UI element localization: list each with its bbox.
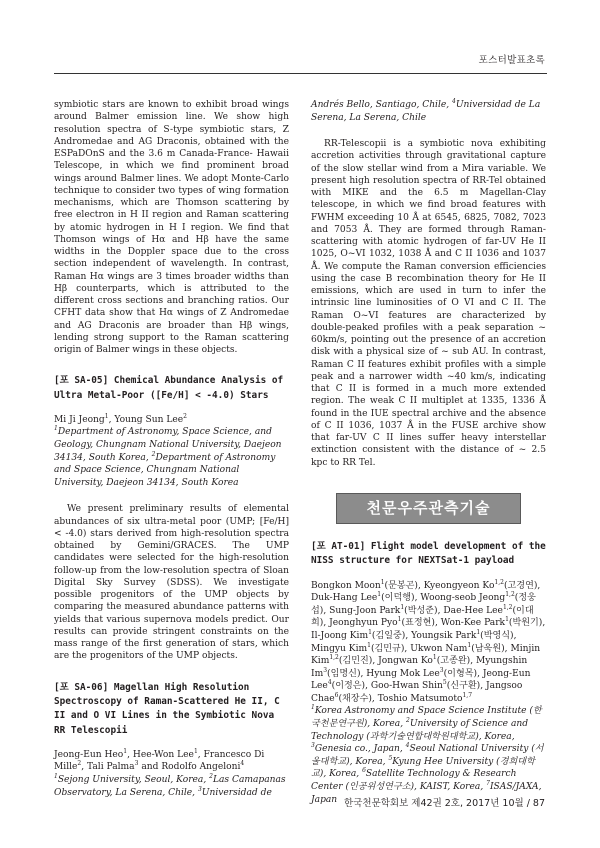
author-separator: , xyxy=(108,414,115,425)
author-name: , Francesco Di Mille xyxy=(54,749,265,773)
author-name: Sung-Joon Park xyxy=(329,605,401,616)
author-affil-mark: 6 xyxy=(334,691,339,699)
abstract-body-sa06: RR-Telescopii is a symbiotic nova exhibiting accretion activities through gravitational capture of the slow stellar wind from a Mira variable. We present high resolution spectra of RR-Tel obtained with MIKE and the 6.5 m Magellan-Clay telescope, in which we find broad features with FWHM exceeding 10 Å at 6545, 6825, 7082, 7023 and 7053 Å. They are formed through Raman-scattering with atomic hydrogen of far-UV He II 1025, O~VI 1032, 1038 Å and C II 1036 and 1037 Å. We compute the Raman conversion efficiencies using the case B recombination theory for He II emissions, which are used in turn to infer the intrinsic line luminosities of O VI and C II. The Raman O~VI features are characterized by double-peaked profiles with a peak separation ~ 60km/s, pointing out the presence of an accretion disk with a physical size of ~ sub AU. In contrast, Raman C II features exhibit profiles with a simple peak and a narrower width ~40 km/s, indicating that C II is formed in a much more extended region. The weak C II multiplet at 1335, 1336 Å found in the IUE spectral archive and the absence of C II 1036, 1037 Å in the FUSE archive show that far-UV C II lines suffer heavy interstellar extinction consistent with the distance of ~ 2.5 kpc to RR Tel. xyxy=(311,139,546,468)
author-name: Toshio Matsumoto xyxy=(377,693,463,704)
author-affil-mark: 1 xyxy=(193,747,198,755)
author-affil-mark: 1 xyxy=(397,616,402,624)
author-name: Woong-seob Jeong xyxy=(420,593,506,604)
section-banner: 천문우주관측기술 xyxy=(336,493,521,524)
author-name: Young Sun Lee xyxy=(114,414,184,425)
author-affil-mark: 1,2 xyxy=(329,654,339,662)
author-separator: , xyxy=(477,668,483,679)
author-korean-name: (문봉곤) xyxy=(384,580,418,591)
author-name: Jeong-Eun Heo xyxy=(54,749,124,760)
affil-text: Genesia co., Japan, xyxy=(314,744,406,755)
author-name: Minjin Kim xyxy=(311,643,541,667)
author-korean-name: (이대희) xyxy=(311,605,534,629)
author-separator: , xyxy=(371,693,378,704)
author-affil-mark: 1 xyxy=(467,641,472,649)
author-affil-mark: 2 xyxy=(77,760,82,768)
author-name: Kyeongyeon Ko xyxy=(423,580,495,591)
author-affil-mark: 1,7 xyxy=(462,691,473,699)
author-korean-name: (박원기) xyxy=(508,618,543,629)
author-name: Mi Ji Jeong xyxy=(54,414,105,425)
author-korean-name: (이덕행) xyxy=(381,593,415,604)
author-affil-mark: 3 xyxy=(439,666,444,674)
author-affil-mark: 1 xyxy=(368,628,372,636)
author-korean-name: (고종완) xyxy=(436,656,471,667)
affil-mark: 2 xyxy=(151,450,156,458)
author-name: , Hee-Won Lee xyxy=(127,749,194,760)
author-name: Dae-Hee Lee xyxy=(443,605,503,616)
affil-text: Sejong University, Seoul, Korea, xyxy=(57,775,210,786)
author-separator: , xyxy=(414,593,421,604)
author-name: Jeong-Eun Lee xyxy=(311,668,531,692)
author-affil-mark: 1 xyxy=(104,412,109,420)
affil-text: Satellite Technology & Research Center (인공위성연구소), KAIST, Korea, xyxy=(311,769,517,793)
author-name: Myungshin Im xyxy=(311,656,528,679)
author-affil-mark: 3 xyxy=(134,760,139,768)
author-separator: , xyxy=(360,668,367,679)
author-affil-mark: 1 xyxy=(432,654,437,662)
author-korean-name: (김일중) xyxy=(371,630,406,641)
affil-mark: 3 xyxy=(311,742,315,750)
author-affil-mark: 5 xyxy=(442,679,447,687)
affil-mark: 4 xyxy=(452,97,456,105)
author-separator: , xyxy=(434,618,441,629)
author-name: Ukwon Nam xyxy=(410,643,468,654)
affil-text: University of Science and Technology (과학기술연합대학원대학교), Korea, xyxy=(311,719,529,742)
affil-text: Department of Astronomy, Space Science, and Geology, Chungnam National University, Daejeon 34134, South Korea, xyxy=(54,427,282,463)
affil-text: Universidad de La Serena, La Serena, Chile xyxy=(311,100,541,123)
author-name: Won-Kee Park xyxy=(440,618,506,629)
author-affil-mark: 1 xyxy=(380,578,385,586)
author-name: Mingyu Kim xyxy=(311,643,368,654)
author-affil-mark: 2 xyxy=(183,412,187,420)
author-affil-mark: 1,2 xyxy=(502,603,513,611)
author-separator: , xyxy=(365,681,371,692)
affil-mark: 4 xyxy=(405,742,410,750)
author-name: Jeonghyun Pyo xyxy=(329,618,398,629)
left-column xyxy=(54,99,289,799)
author-name: Goo-Hwan Shin xyxy=(370,681,443,692)
affil-mark: 1 xyxy=(54,425,58,433)
author-affil-mark: 1,2 xyxy=(505,591,515,599)
author-affil-mark: 1 xyxy=(476,628,481,636)
author-name: Jongwan Ko xyxy=(378,656,433,667)
affil-mark: 6 xyxy=(362,767,366,775)
author-name: Hyung Mok Lee xyxy=(366,668,440,679)
author-separator: , xyxy=(323,605,330,616)
author-separator: , xyxy=(470,656,476,667)
author-separator: , xyxy=(542,618,546,629)
authors-at01 xyxy=(311,580,546,706)
affiliations-at01 xyxy=(311,705,546,806)
author-name: Duk-Hang Lee xyxy=(311,593,378,604)
abstract-title-sa05: [포 SA-05] Chemical Abundance Analysis of Ultra Metal-Poor ([Fe/H] < -4.0) Stars xyxy=(54,375,284,401)
affiliations-sa06-continued xyxy=(311,99,546,124)
author-affil-mark: 1 xyxy=(367,641,371,649)
affil-mark: 3 xyxy=(197,785,202,793)
author-name: and Rodolfo Angeloni xyxy=(138,762,241,773)
author-separator: , xyxy=(437,605,444,616)
page-footer: 한국천문학회보 제42권 2호, 2017년 10월 / 87 xyxy=(344,798,545,809)
author-separator: , xyxy=(417,580,424,591)
affiliations-sa06 xyxy=(54,774,289,799)
author-separator: , xyxy=(323,618,330,629)
author-korean-name: (이형목) xyxy=(443,668,478,679)
author-korean-name: (채장수) xyxy=(338,693,372,704)
author-name: Bongkon Moon xyxy=(311,580,381,591)
author-korean-name: (김민진) xyxy=(338,656,373,667)
affil-text: Seoul National University (서울대학교), Korea, xyxy=(311,744,544,767)
author-separator: , xyxy=(372,656,379,667)
author-affil-mark: 1 xyxy=(377,591,382,599)
author-separator: , xyxy=(480,681,486,692)
author-affil-mark: 4 xyxy=(327,679,332,687)
author-separator: , xyxy=(513,630,517,641)
author-korean-name: (이정은) xyxy=(331,681,366,692)
affil-mark: 2 xyxy=(406,717,410,725)
affil-text: Andrés Bello, Santiago, Chile, xyxy=(311,100,453,110)
affil-text: ISAS/JAXA, Japan xyxy=(311,782,542,805)
author-korean-name: (표정현) xyxy=(401,618,435,629)
authors-sa05 xyxy=(54,414,289,427)
author-affil-mark: 1 xyxy=(400,603,405,611)
running-header-label: 포스터발표초록 xyxy=(478,55,545,66)
author-name: Il-Joong Kim xyxy=(311,630,369,641)
author-korean-name: (김민규) xyxy=(370,643,405,654)
continued-abstract-text: symbiotic stars are known to exhibit broad wings around Balmer emission line. We show high resolution spectra of S-type symbiotic stars, Z Andromedae and AG Draconis, obtained with the ESPaDOnS and the 3.6 m Canada-France- Hawaii Telescope, in which we find prominent broad wings around Balmer lines. We adopt Monte-Carlo technique to consider two types of wing formation mechanisms, which are Thomson scattering by free electron in H II region and Raman scattering by atomic hydrogen in H I region. We find that Thomson wings of Hα and Hβ have the same widths in the Doppler space due to the cross section independent of wavelength. In contrast, Raman Hα wings are 3 times broader widths than Hβ counterparts, which is attributed to the different cross sections and branching ratios. Our CFHT data show that Hα wings of Z Andromedae and AG Draconis are broader than Hβ wings, lending strong support to the Raman scattering origin of Balmer wings in these objects. xyxy=(54,100,289,355)
affiliations-sa05 xyxy=(54,426,289,489)
affil-mark: 7 xyxy=(486,780,490,787)
author-affil-mark: 1 xyxy=(123,747,128,755)
affil-mark: 1 xyxy=(54,773,58,780)
author-separator: , xyxy=(537,580,541,591)
author-name: Youngsik Park xyxy=(411,630,477,641)
author-korean-name: (고경연) xyxy=(503,580,538,591)
author-separator: , xyxy=(405,630,412,641)
affil-mark: 1 xyxy=(311,704,315,712)
affil-text: Department of Astronomy and Space Science, Chungnam National University, Daejeon 34134, South Korea xyxy=(54,452,276,488)
right-column xyxy=(311,99,546,806)
author-korean-name: (남욱원) xyxy=(471,643,505,654)
header-divider xyxy=(54,73,547,74)
abstract-title-sa06: [포 SA-06] Magellan High Resolution Spectroscopy of Raman-Scattered He II, C II and O VI Lines in the Symbiotic Nova RR Telescopii xyxy=(54,681,280,736)
author-affil-mark: 4 xyxy=(240,760,245,768)
author-korean-name: (박성준) xyxy=(404,605,438,616)
author-separator: , xyxy=(404,643,411,654)
author-separator: , xyxy=(504,643,511,654)
author-affil-mark: 1,2 xyxy=(494,578,504,586)
abstract-body-sa05: We present preliminary results of elemental abundances of six ultra-metal poor (UMP; [Fe/H] < -4.0) stars derived from high-resolution spectra obtained by Gemini/GRACES. The UMP candidates were selected for the high-resolution follow-up from the low-resolution spectra of Sloan Digital Sky Survey (SDSS). We investigate possible progenitors of the UMP objects by comparing the measured abundance patterns with yields that various supernova models predict. Our results can provide stringent constraints on the mass range of the first generation of stars, which are the progenitors of the UMP objects. xyxy=(54,504,289,662)
affil-text: Korea Astronomy and Space Science Institute (한국천문연구원), Korea, xyxy=(311,706,542,730)
author-korean-name: (신구환) xyxy=(446,681,481,692)
author-korean-name: (박영식) xyxy=(480,630,514,641)
author-korean-name: (정웅섭) xyxy=(311,593,536,616)
author-affil-mark: 1 xyxy=(505,616,509,624)
affil-text: Las Camapanas Observatory, La Serena, Chile, xyxy=(54,775,286,798)
author-name: Jangsoo Chae xyxy=(311,681,523,704)
authors-sa06 xyxy=(54,749,289,774)
abstract-title-at01: [포 AT-01] Flight model development of the NISS structure for NEXTSat-1 payload xyxy=(311,540,546,567)
author-korean-name: (임명신) xyxy=(327,668,361,679)
affil-text: Universidad de xyxy=(201,787,272,798)
affil-text: Kyung Hee University (경희대학교), Korea, xyxy=(311,756,535,780)
affil-mark: 2 xyxy=(209,773,213,780)
author-name: , Tali Palma xyxy=(81,762,135,773)
affil-mark: 5 xyxy=(388,754,393,762)
author-affil-mark: 3 xyxy=(323,666,328,674)
